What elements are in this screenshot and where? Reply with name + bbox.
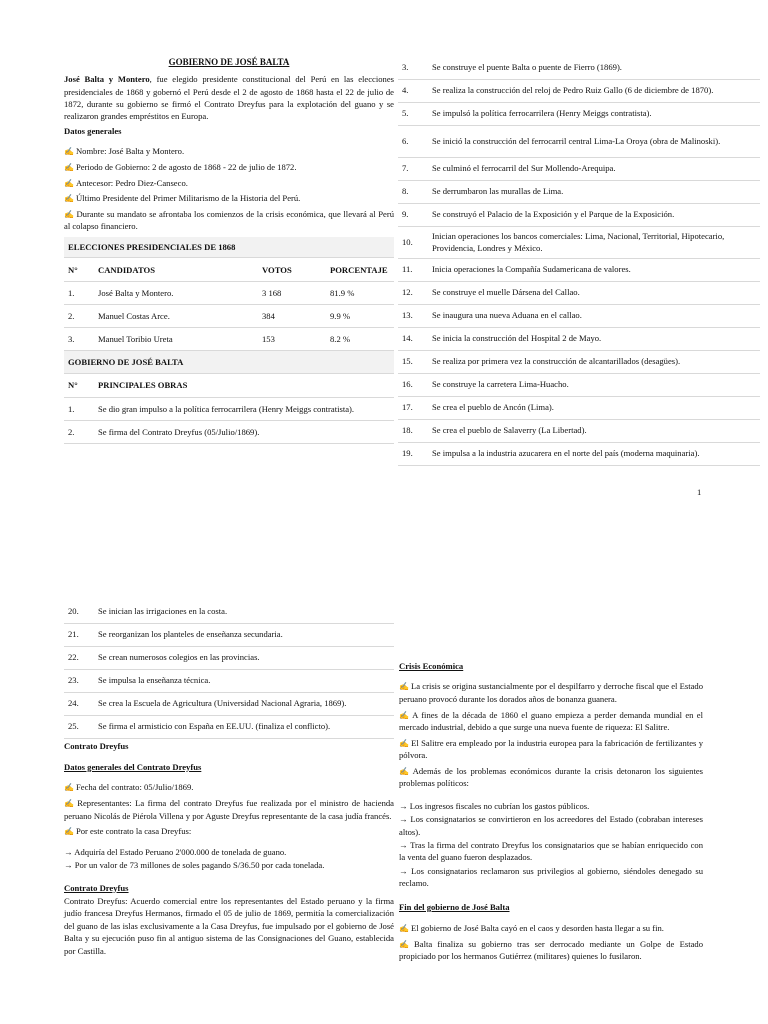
works-table [64, 351, 394, 444]
works-right-table [398, 56, 760, 466]
table-cell: 24. [64, 692, 94, 715]
fin-heading: Fin del gobierno de José Balta [399, 901, 510, 912]
table-cell: Se construye el muelle Dársena del Callao. [428, 281, 760, 304]
datos-item-text: Durante su mandato se afrontaba los comienzos de la crisis económica, que llevará al Perú al colapso financiero. [64, 208, 394, 232]
dreyfus-datos-heading: Datos generales del Contrato Dreyfus [64, 761, 202, 772]
table-cell: Se reorganizan los planteles de enseñanza secundaria. [94, 623, 394, 646]
crisis-arrow-item: → Tras la firma del contrato Dreyfus los consignatarios que se habían enriquecido con la venta del guano fueron desplazados. [399, 840, 703, 863]
dreyfus-arrow-item: → Por un valor de 73 millones de soles pagando S/36.50 por cada tonelada. [64, 860, 325, 871]
fin-item [399, 938, 703, 963]
table-cell: 22. [64, 646, 94, 669]
elections-body [64, 282, 394, 351]
dreyfus-def-label: Contrato Dreyfus [64, 882, 129, 893]
table-cell: 12. [398, 281, 428, 304]
datos-item [64, 192, 394, 205]
table-cell: Inicia operaciones la Compañía Sudamericana de valores. [428, 258, 760, 281]
table-cell: Se construye el puente Balta o puente de Fierro (1869). [428, 56, 760, 79]
pencil-icon: ✍ [64, 209, 75, 219]
table-cell: 1. [64, 397, 94, 420]
dreyfus-heading: Contrato Dreyfus [64, 740, 129, 751]
pencil-icon: ✍ [399, 766, 411, 776]
works-left-body [64, 397, 394, 443]
table-cell: Se inaugura una nueva Aduana en el callao. [428, 304, 760, 327]
datos-item-text: Último Presidente del Primer Militarismo de la Historia del Perú. [75, 193, 301, 204]
table-cell: 9. [398, 203, 428, 226]
crisis-item-text: A fines de la década de 1860 el guano empieza a perder demanda mundial en el mercado industrial, debido a que surge una nueva fuente de riqueza: El Salitre. [399, 709, 703, 733]
pencil-icon: ✍ [64, 147, 74, 157]
works-row [398, 350, 760, 373]
dreyfus-item [64, 797, 394, 822]
table-cell: 3 168 [258, 282, 326, 305]
pencil-icon: ✍ [64, 162, 74, 172]
page-number: 1 [697, 487, 702, 497]
table-cell: 4. [398, 79, 428, 102]
works-row [64, 397, 394, 420]
page2-right-column [399, 660, 703, 966]
works-row [398, 56, 760, 79]
pencil-icon: ✍ [399, 924, 409, 934]
table-cell: 25. [64, 715, 94, 738]
table-cell: Se crea el pueblo de Salaverry (La Libertad). [428, 419, 760, 442]
table-cell: Se crea el pueblo de Ancón (Lima). [428, 396, 760, 419]
table-cell: 10. [398, 226, 428, 258]
table-cell: José Balta y Montero. [94, 282, 258, 305]
table-cell: Se construyó el Palacio de la Exposición y el Parque de la Exposición. [428, 203, 760, 226]
pencil-icon: ✍ [64, 799, 76, 808]
intro-name: José Balta y Montero [64, 74, 150, 85]
column-header: N° [64, 258, 94, 282]
election-row [64, 305, 394, 328]
table-cell: Manuel Costas Arce. [94, 305, 258, 328]
table-cell: Se realiza por primera vez la construcción de alcantarillados (desagües). [428, 350, 760, 373]
dreyfus-definition: Contrato Dreyfus: Acuerdo comercial entre los representantes del Estado peruano y la firma judío francesa Dreyfus Hermanos, firmado el 05 de julio de 1869, permitía la comercialización del guano de las islas exclusivamente a la Casa Dreyfus, fue impulsado por el gobierno de José Balta y su ejecución puso fin al antiguo sistema de las Consignaciones del Guano, establecida por Castilla. [64, 896, 394, 956]
crisis-arrow-item: → Los ingresos fiscales no cubrían los gastos públicos. [399, 800, 590, 811]
column-header: CANDIDATOS [94, 258, 258, 282]
fin-item [399, 922, 703, 935]
dreyfus-item-text: Representantes: La firma del contrato Dreyfus fue realizada por el ministro de hacienda peruano Nicolás de Piérola Villena y por Aguste Dreyfus representante de la casa judía francés. [64, 798, 394, 821]
pencil-icon: ✍ [64, 783, 74, 793]
elections-table [64, 237, 394, 352]
table-cell: 1. [64, 282, 94, 305]
pencil-icon: ✍ [64, 827, 74, 837]
table-cell: Se crea la Escuela de Agricultura (Universidad Nacional Agraria, 1869). [94, 692, 394, 715]
datos-item [64, 161, 394, 174]
table-cell: 20. [64, 600, 94, 623]
datos-list [64, 145, 394, 232]
dreyfus-item [64, 781, 394, 794]
crisis-arrow-item: → Los consignatarios se convirtieron en los acreedores del Estado (cobraban intereses altos). [399, 814, 703, 837]
table-cell: 21. [64, 623, 94, 646]
table-cell: 6. [398, 125, 428, 157]
page-title: GOBIERNO DE JOSÉ BALTA [168, 57, 290, 67]
fin-item-text: Balta finaliza su gobierno tras ser derrocado mediante un Golpe de Estado propiciado por los hermanos Gutiérrez (militares) quienes lo fusilaron. [399, 938, 703, 962]
table-cell: Se impulsa a la industria azucarera en el norte del país (moderna maquinaria). [428, 442, 760, 465]
table-cell: Se crean numerosos colegios en las provincias. [94, 646, 394, 669]
datos-item [64, 177, 394, 190]
works-row [64, 623, 394, 646]
works-row [64, 692, 394, 715]
works-header-row [64, 373, 394, 397]
table-cell: Se firma del Contrato Dreyfus (05/Julio/1869). [94, 420, 394, 443]
table-cell: Se impulsó la política ferrocarrilera (Henry Meiggs contratista). [428, 102, 760, 125]
dreyfus-arrows [64, 846, 394, 872]
table-cell: 14. [398, 327, 428, 350]
works-row [398, 226, 760, 258]
datos-item-text: Nombre: José Balta y Montero. [75, 146, 185, 157]
elections-title: ELECCIONES PRESIDENCIALES DE 1868 [64, 237, 394, 258]
works-row [398, 180, 760, 203]
pencil-icon: ✍ [399, 682, 410, 692]
works-row [398, 419, 760, 442]
table-cell: 9.9 % [326, 305, 394, 328]
works-row [398, 102, 760, 125]
works-row [64, 646, 394, 669]
works-row [398, 304, 760, 327]
page1-left-column [64, 56, 394, 444]
pencil-icon: ✍ [399, 710, 411, 720]
table-cell: 81.9 % [326, 282, 394, 305]
works-title: GOBIERNO DE JOSÉ BALTA [64, 351, 394, 373]
datos-heading: Datos generales [64, 125, 122, 136]
table-cell: 11. [398, 258, 428, 281]
table-cell: 384 [258, 305, 326, 328]
table-cell: Se inician las irrigaciones en la costa. [94, 600, 394, 623]
table-cell: 8. [398, 180, 428, 203]
crisis-item [399, 765, 703, 790]
crisis-arrow-item: → Los consignatarios reclamaron sus privilegios al gobierno, siéndoles denegado su reclamo. [399, 865, 703, 889]
pencil-icon: ✍ [64, 178, 74, 188]
datos-item-text: Periodo de Gobierno: 2 de agosto de 1868 - 22 de julio de 1872. [75, 161, 297, 172]
elections-header-row [64, 258, 394, 282]
column-header: PRINCIPALES OBRAS [94, 373, 394, 397]
table-cell: 2. [64, 305, 94, 328]
works-row [398, 396, 760, 419]
intro-text: , fue elegido presidente constitucional del Perú en las elecciones presidenciales de 1868 y gobernó el Perú desde el 2 de agosto de 1868 hasta el 22 de julio de 1872, durante su gobierno se firmó el Contrato Dreyfus para la explotación del guano y se realizaron grandes empréstitos en Europa. [64, 74, 394, 122]
table-cell: 13. [398, 304, 428, 327]
crisis-list [399, 680, 703, 789]
intro-paragraph [64, 73, 394, 123]
table-cell: 15. [398, 350, 428, 373]
works-row [398, 442, 760, 465]
table-cell: Se construye la carretera Lima-Huacho. [428, 373, 760, 396]
election-row [64, 328, 394, 351]
table-cell: 2. [64, 420, 94, 443]
table-cell: 5. [398, 102, 428, 125]
works-row [398, 79, 760, 102]
table-cell: 23. [64, 669, 94, 692]
table-cell: 18. [398, 419, 428, 442]
pencil-icon: ✍ [399, 738, 410, 748]
pencil-icon: ✍ [64, 194, 74, 204]
works-row [398, 281, 760, 304]
table-cell: 153 [258, 328, 326, 351]
datos-item-text: Antecesor: Pedro Diez-Canseco. [75, 177, 188, 188]
table-cell: 8.2 % [326, 328, 394, 351]
table-cell: Se culminó el ferrocarril del Sur Mollendo-Arequipa. [428, 157, 760, 180]
works-cont-table [64, 600, 394, 739]
dreyfus-item-text: Fecha del contrato: 05/Julio/1869. [75, 782, 194, 793]
fin-list [399, 922, 703, 963]
column-header: VOTOS [258, 258, 326, 282]
table-cell: 7. [398, 157, 428, 180]
page2-left-column [64, 600, 394, 958]
crisis-item [399, 737, 703, 762]
works-row [64, 600, 394, 623]
table-cell: Inician operaciones los bancos comerciales: Lima, Nacional, Territorial, Hipotecario, Providencia, Londres y México. [428, 226, 760, 258]
table-cell: Se inicia la construcción del Hospital 2 de Mayo. [428, 327, 760, 350]
works-row [64, 669, 394, 692]
dreyfus-item [64, 825, 394, 838]
works-row [64, 420, 394, 443]
works-row [398, 258, 760, 281]
works-row [398, 327, 760, 350]
dreyfus-item-text: Por este contrato la casa Dreyfus: [75, 826, 192, 837]
election-row [64, 282, 394, 305]
datos-item [64, 208, 394, 233]
crisis-item [399, 680, 703, 705]
dreyfus-list [64, 781, 394, 837]
dreyfus-arrow-item: → Adquiría del Estado Peruano 2'000.000 de tonelada de guano. [64, 846, 287, 857]
table-cell: Se impulsa la enseñanza técnica. [94, 669, 394, 692]
page1-right-column [398, 56, 760, 466]
crisis-item-text: Además de los problemas económicos durante la crisis detonaron los siguientes problemas políticos: [399, 765, 703, 789]
table-cell: Se dio gran impulso a la política ferrocarrilera (Henry Meiggs contratista). [94, 397, 394, 420]
works-row [398, 373, 760, 396]
works-row [398, 125, 760, 157]
table-cell: 19. [398, 442, 428, 465]
works-row [398, 203, 760, 226]
crisis-arrows [399, 800, 703, 890]
crisis-item [399, 709, 703, 734]
table-cell: 16. [398, 373, 428, 396]
table-cell: Se derrumbaron las murallas de Lima. [428, 180, 760, 203]
column-header: N° [64, 373, 94, 397]
table-cell: Manuel Toribio Ureta [94, 328, 258, 351]
crisis-heading: Crisis Económica [399, 661, 464, 671]
works-row [398, 157, 760, 180]
table-cell: Se firma el armisticio con España en EE.UU. (finaliza el conflicto). [94, 715, 394, 738]
table-cell: 17. [398, 396, 428, 419]
works-row [64, 715, 394, 738]
pencil-icon: ✍ [399, 939, 413, 949]
table-cell: Se inició la construcción del ferrocarril central Lima-La Oroya (obra de Malinoski). [428, 125, 760, 157]
crisis-item-text: La crisis se origina sustancialmente por el despilfarro y derroche fiscal que el Estado peruano provocó durante los dorados años de bonanza guanera. [399, 681, 703, 705]
table-cell: 3. [64, 328, 94, 351]
column-header: PORCENTAJE [326, 258, 394, 282]
table-cell: Se realiza la construcción del reloj de Pedro Ruiz Gallo (6 de diciembre de 1870). [428, 79, 760, 102]
fin-item-text: El gobierno de José Balta cayó en el caos y desorden hasta llegar a su fin. [410, 923, 664, 934]
datos-item [64, 145, 394, 158]
table-cell: 3. [398, 56, 428, 79]
crisis-item-text: El Salitre era empleado por la industria europea para la fabricación de fertilizantes y pólvora. [399, 737, 703, 761]
